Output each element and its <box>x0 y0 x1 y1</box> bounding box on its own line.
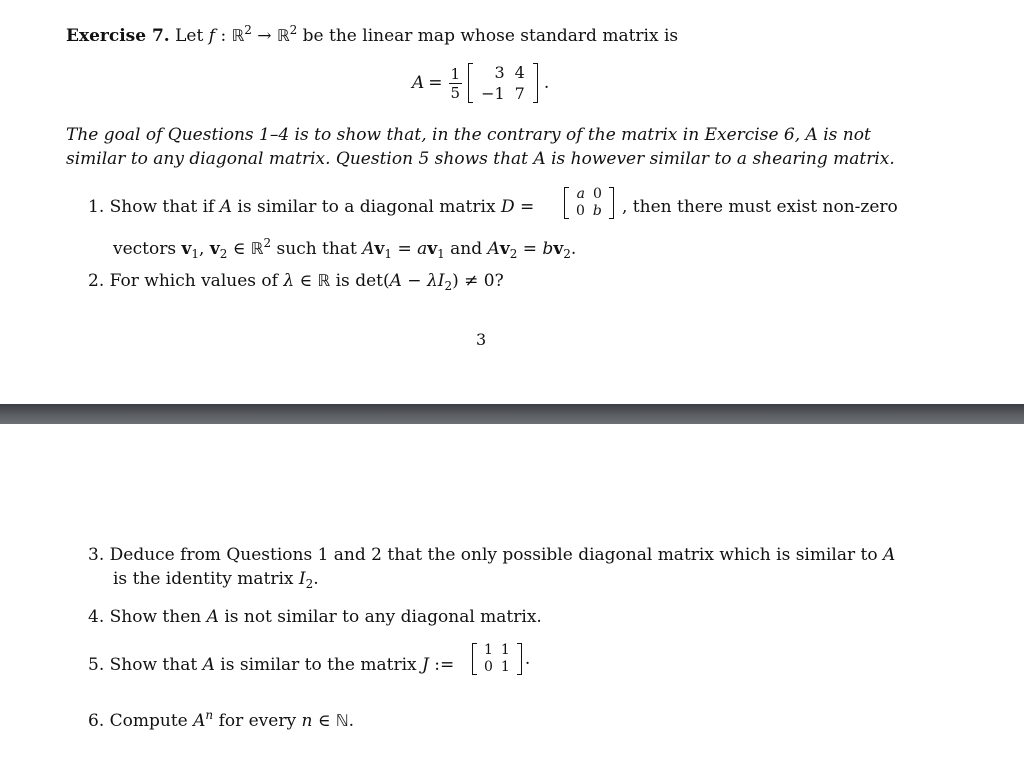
goal-line-1: The goal of Questions 1–4 is to show that, in the contrary of the matrix in Exercise 6, A is not <box>66 125 871 145</box>
question-1-line-1: 1. Show that if A is similar to a diagonal matrix D = <box>88 197 535 217</box>
question-2: 2. For which values of λ ∈ ℝ is $\det(A - \lambda I_2) \ne 0$? <box>88 271 504 293</box>
question-number: 6. <box>88 711 105 731</box>
matrix-d-entry: a <box>576 186 585 202</box>
question-number: 2. <box>88 271 105 291</box>
question-1-line-2: vectors $v_1$, $v_2$ ∈ ℝ$^2$ such that $Av_1 = av_1$ and $Av_2 = bv_2$. <box>113 236 577 261</box>
question-3-line-2: is the identity matrix $I_2$. <box>113 569 319 591</box>
matrix-j-entry: 1 <box>500 642 510 658</box>
question-number: 1. <box>88 197 105 217</box>
question-4: 4. Show then A is not similar to any diagonal matrix. <box>88 607 542 627</box>
matrix-d-entry: 0 <box>576 203 585 219</box>
page-bottom <box>0 424 1024 758</box>
matrix-a-entry: −1 <box>481 84 505 103</box>
question-5: 5. Show that A is similar to the matrix J := <box>88 655 455 675</box>
goal-line-2: similar to any diagonal matrix. Question 5 shows that A is however similar to a shearing matrix. <box>66 149 895 169</box>
question-5-matrix-j: 1 1 0 1 . <box>472 642 530 676</box>
exercise-intro: Exercise 7. Let f : ℝ$^2$ → ℝ$^2$ be the linear map whose standard matrix is <box>66 23 679 46</box>
question-6: 6. Compute $A^n$ for every n ∈ ℕ. <box>88 708 355 731</box>
question-1-line-1-end: , then there must exist non-zero <box>622 197 898 217</box>
matrix-a-entry: 4 <box>514 63 525 82</box>
question-number: 4. <box>88 607 105 627</box>
question-3-line-1: 3. Deduce from Questions 1 and 2 that the only possible diagonal matrix which is similar to A <box>88 545 896 565</box>
matrix-a-entry: 3 <box>494 63 505 82</box>
matrix-j-entry: 1 <box>500 659 510 675</box>
question-1-matrix-d <box>564 186 614 220</box>
matrix-d-entry: b <box>592 203 602 219</box>
matrix-j-entry: 0 <box>484 659 493 675</box>
matrix-a <box>468 62 538 104</box>
page-number: 3 <box>476 330 487 349</box>
question-number: 5. <box>88 655 105 675</box>
fraction-one-fifth: $\frac{1}{5}$ <box>450 64 461 102</box>
question-number: 3. <box>88 545 105 565</box>
exercise-label: Exercise 7. <box>66 26 170 46</box>
matrix-j-entry: 1 <box>484 642 493 658</box>
matrix-a-entry: 7 <box>514 84 525 103</box>
matrix-d-entry: 0 <box>592 186 602 202</box>
matrix-a-display: A = $\frac{1}{5}$ 3 4 −1 7 . <box>412 63 550 103</box>
page-separator <box>0 404 1024 424</box>
